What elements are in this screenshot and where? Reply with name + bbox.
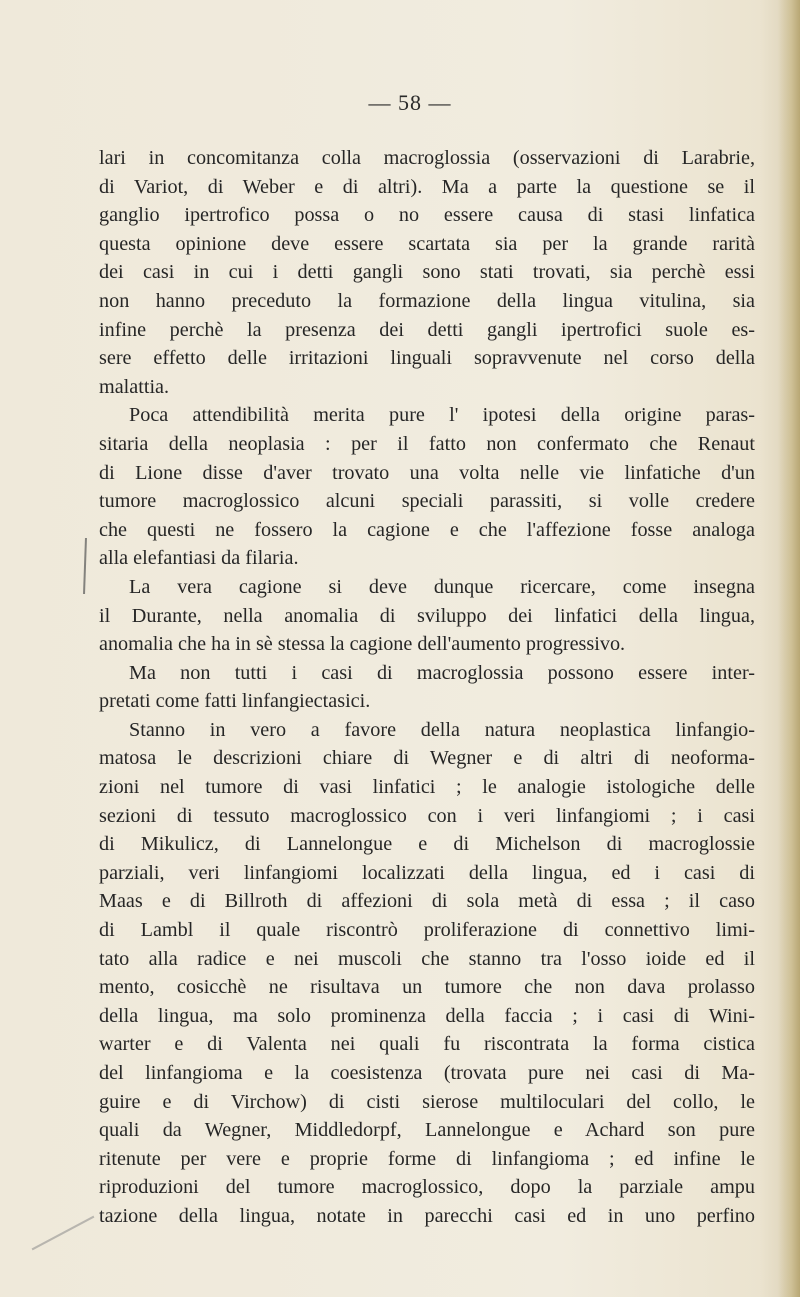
- text-line: di Lione disse d'aver trovato una volta nelle vie linfatiche d'un: [99, 461, 755, 484]
- text-line: questa opinione deve essere scartata sia per la grande rarità: [99, 232, 755, 255]
- text-line: della lingua, ma solo prominenza della faccia ; i casi di Wini-: [99, 1004, 755, 1027]
- text-line: warter e di Valenta nei quali fu riscontrata la forma cistica: [99, 1033, 755, 1056]
- text-line: Ma non tutti i casi di macroglossia possono essere inter-: [129, 661, 755, 684]
- text-line: quali da Wegner, Middledorpf, Lannelongue e Achard son pure: [99, 1119, 755, 1142]
- text-line: Maas e di Billroth di affezioni di sola metà di essa ; il caso: [99, 890, 755, 913]
- margin-pencil-stroke: [32, 1216, 95, 1251]
- text-line: guire e di Virchow) di cisti sierose multiloculari del collo, le: [99, 1090, 755, 1113]
- text-line: parziali, veri linfangiomi localizzati della lingua, ed i casi di: [99, 861, 755, 884]
- text-line: sere effetto delle irritazioni linguali sopravvenute nel corso della: [99, 347, 755, 370]
- text-line: pretati come fatti linfangiectasici.: [99, 690, 371, 713]
- text-line: di Mikulicz, di Lannelongue e di Michelson di macroglossie: [99, 833, 755, 856]
- text-line: mento, cosicchè ne risultava un tumore che non dava prolasso: [99, 976, 755, 999]
- text-line: Stanno in vero a favore della natura neoplastica linfangio-: [129, 718, 755, 741]
- text-line: lari in concomitanza colla macroglossia (osservazioni di Larabrie,: [99, 147, 755, 169]
- text-line: sitaria della neoplasia : per il fatto non confermato che Renaut: [99, 432, 755, 455]
- text-line: infine perchè la presenza dei detti gangli ipertrofici suole es-: [99, 318, 755, 341]
- text-line: non hanno preceduto la formazione della lingua vitulina, sia: [99, 289, 755, 312]
- text-line: ritenute per vere e proprie forme di linfangioma ; ed infine le: [99, 1147, 755, 1170]
- text-line: La vera cagione si deve dunque ricercare, come insegna: [129, 575, 755, 598]
- text-line: di Lambl il quale riscontrò proliferazione di connettivo limi-: [99, 919, 755, 942]
- page-edge-shadow: [778, 0, 800, 1297]
- text-line: tumore macroglossico alcuni speciali parassiti, si volle credere: [99, 490, 755, 513]
- text-line: ganglio ipertrofico possa o no essere causa di stasi linfatica: [99, 204, 755, 227]
- text-line: dei casi in cui i detti gangli sono stati trovati, sia perchè essi: [99, 261, 755, 284]
- text-line: tato alla radice e nei muscoli che stanno tra l'osso ioide ed il: [99, 947, 755, 970]
- text-line: riproduzioni del tumore macroglossico, dopo la parziale ampu: [99, 1176, 755, 1199]
- text-line: Poca attendibilità merita pure l' ipotesi della origine paras-: [129, 404, 755, 427]
- text-line: anomalia che ha in sè stessa la cagione dell'aumento progressivo.: [99, 633, 626, 656]
- text-line: che questi ne fossero la cagione e che l'affezione fosse analoga: [99, 518, 755, 541]
- page-number: — 58 —: [368, 90, 452, 115]
- body-text: [99, 144, 755, 1231]
- text-line: del linfangioma e la coesistenza (trovata pure nei casi di Ma-: [99, 1062, 755, 1084]
- text-line: tazione della lingua, notate in parecchi casi ed in uno perfino: [99, 1204, 755, 1227]
- margin-pencil-bracket: [83, 538, 87, 594]
- text-line: di Variot, di Weber e di altri). Ma a parte la questione se il: [99, 175, 755, 198]
- text-line: sezioni di tessuto macroglossico con i veri linfangiomi ; i casi: [99, 804, 755, 827]
- text-line: malattia.: [99, 375, 170, 398]
- text-line: zioni nel tumore di vasi linfatici ; le analogie istologiche delle: [99, 776, 755, 799]
- text-line: matosa le descrizioni chiare di Wegner e di altri di neoforma-: [99, 747, 755, 770]
- text-line: il Durante, nella anomalia di sviluppo dei linfatici della lingua,: [99, 604, 755, 627]
- text-line: alla elefantiasi da filaria.: [99, 547, 299, 570]
